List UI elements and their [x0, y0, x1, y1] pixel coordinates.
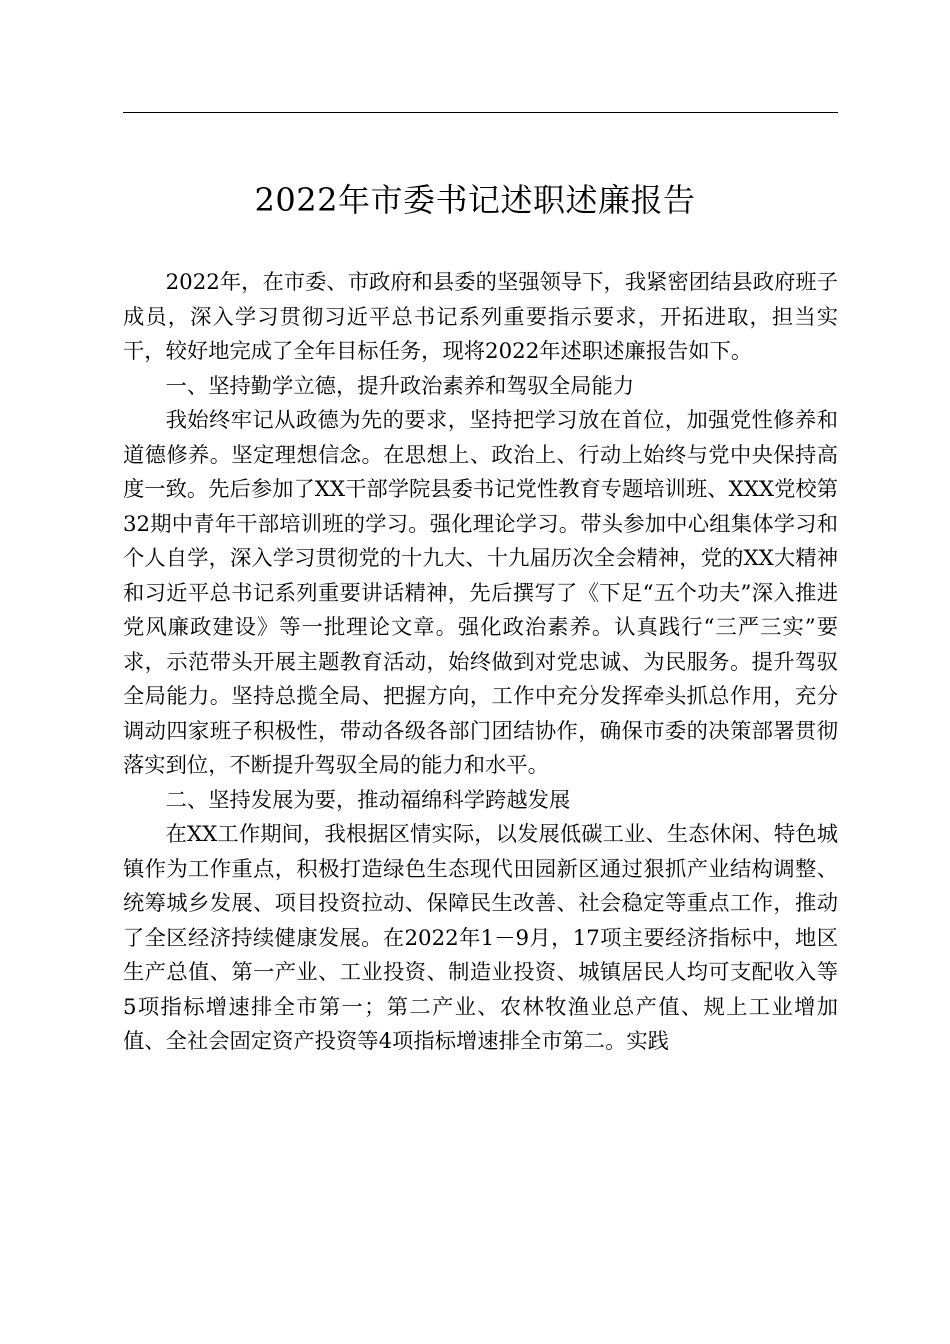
section-heading-1: 一、坚持勤学立德，提升政治素养和驾驭全局能力 — [165, 373, 635, 399]
header-rule — [123, 112, 838, 113]
section-1-paragraph: 我始终牢记从政德为先的要求，坚持把学习放在首位，加强党性修养和道德修养。坚定理想信念。在思想上、政治上、行动上始终与党中央保持高度一致。先后参加了XX干部学院县委书记党性教育专题培训班、XXX党校第32期中青年干部培训班的学习。强化理论学习。带头参加中心组集体学习和个人自学，深入学习贯彻党的十九大、十九届历次全会精神，党的XX大精神和习近平总书记系列重要讲话精神，先后撰写了《下足“五个功夫”深入推进党风廉政建设》等一批理论文章。强化政治素养。认真践行“三严三实”要求，示范带头开展主题教育活动，始终做到对党忠诚、为民服务。提升驾驭全局能力。坚持总揽全局、把握方向，工作中充分发挥牵头抓总作用，充分调动四家班子积极性，带动各级各部门团结协作，确保市委的决策部署贯彻落实到位，不断提升驾驭全局的能力和水平。 — [123, 408, 838, 778]
document-title: 2022年市委书记述职述廉报告 — [254, 181, 696, 219]
document-body — [123, 266, 838, 1060]
section-2-paragraph: 在XX工作期间，我根据区情实际，以发展低碳工业、生态休闲、特色城镇作为工作重点，积极打造绿色生态现代田园新区通过狠抓产业结构调整、统筹城乡发展、项目投资拉动、保障民生改善、社会稳定等重点工作，推动了全区经济持续健康发展。在2022年1－9月，17项主要经济指标中，地区生产总值、第一产业、工业投资、制造业投资、城镇居民人均可支配收入等5项指标增速排全市第一；第二产业、农林牧渔业总产值、规上工业增加值、全社会固定资产投资等4项指标增速排全市第二。实践 — [123, 822, 838, 1054]
section-heading-2: 二、坚持发展为要，推动福绵科学跨越发展 — [165, 787, 571, 813]
intro-paragraph: 2022年，在市委、市政府和县委的坚强领导下，我紧密团结县政府班子成员，深入学习贯彻习近平总书记系列重要指示要求，开拓进取，担当实干，较好地完成了全年目标任务，现将2022年述职述廉报告如下。 — [123, 270, 838, 364]
